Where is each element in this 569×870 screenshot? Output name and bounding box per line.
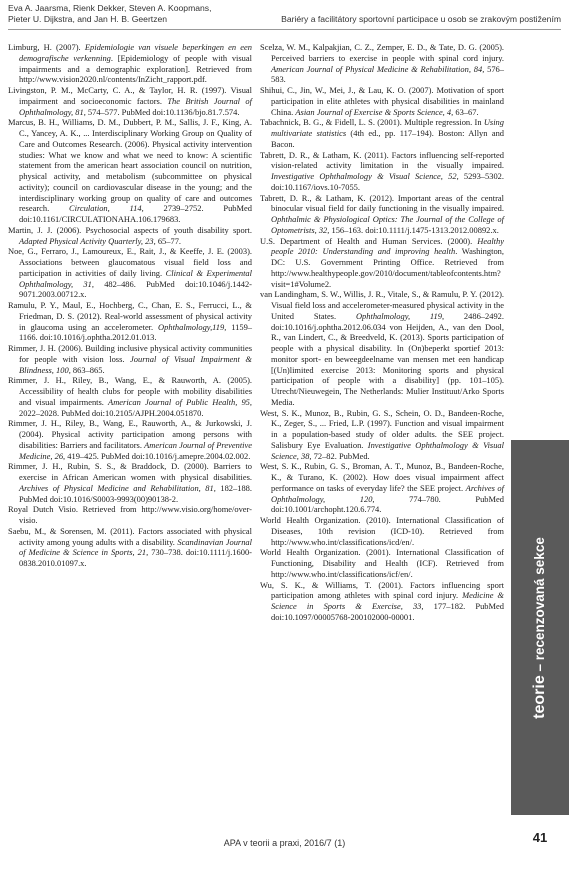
reference-entry: [260, 193, 504, 236]
reference-text: , 576–583.: [271, 63, 504, 85]
reference-source: Archives of Physical Medicine and Rehabilitation, 81: [19, 482, 214, 493]
reference-source: Investigative Ophthalmology & Visual Science, 52: [271, 171, 457, 181]
reference-source: American Journal of Physical Medicine & Rehabilitation, 84: [271, 63, 483, 74]
reference-text: van Landingham, S. W., Willis, J. R., Vitale, S., & Ramulu, P. Y. (2012). Visual field loss and accelerometer-measured physical activity in the United States.: [260, 289, 504, 321]
reference-entry: [260, 236, 504, 290]
footer-journal: APA v teorii a praxi, 2016/7 (1): [223, 838, 346, 848]
reference-source: Investigative Ophthalmology & Visual Science, 38: [271, 439, 504, 461]
reference-source: Ophthalmology, 119: [355, 310, 442, 321]
reference-text: Marcus, B. H., Williams, D. M., Dubbert, P. M., Sallis, J. F., King, A. C., Yancey, A. K., ... Interdisciplinary Working Group on Quality of Care and Outcomes Research. (2006). Physical activity intervention studies: What we know and what we need to know: A scientific statement from the american heart association council on nutrition, physical activity, and metabolism (subcommittee on physical activity); council on cardiovascular disease in the young; and the interdisciplinary working group on quality of care and outcomes research.: [8, 117, 252, 214]
sidebar-section-word: teorie: [531, 675, 548, 719]
reference-entry: [260, 461, 504, 515]
reference-entry: [260, 85, 504, 117]
reference-text: U.S. Department of Health and Human Services. (2000).: [260, 235, 478, 246]
reference-entry: [8, 375, 252, 418]
reference-text: , 177–182. PubMed doi:10.1097/00005768-200102000-00001.: [271, 601, 504, 622]
reference-source: Journal of Visual Impairment & Blindness, 100: [19, 353, 252, 375]
reference-entry: [8, 461, 252, 504]
reference-entry: [260, 289, 504, 407]
reference-entry: [8, 343, 252, 375]
reference-text: , 2022–2028. PubMed doi:10.2105/AJPH.2004.051870.: [19, 396, 252, 418]
reference-entry: [8, 504, 252, 526]
reference-source: Clinical & Experimental Ophthalmology, 31: [19, 267, 252, 289]
reference-text: Tabrett, D. R., & Latham, K. (2012). Important areas of the central binocular visual field for daily functioning in the visually impaired.: [260, 192, 504, 214]
reference-entry: [260, 42, 504, 85]
header-authors-line-1: Eva A. Jaarsma, Rienk Dekker, Steven A. Koopmans,: [8, 3, 212, 13]
reference-text: , 5293–5302. doi:10.1167/iovs.10-7055.: [271, 171, 504, 192]
reference-entry: [260, 117, 504, 149]
reference-text: , 156–163. doi:10.1111/j.1475-1313.2012.00892.x.: [327, 224, 499, 235]
reference-text: , 2486–2492. doi:10.1016/j.ophtha.2012.06.034 von Heijden, A., van den Dool, R., van Lindert, C., & Breedveld, K. (2013). Sports participation of people with a physical disability. In (On)beperkt sportief 2013: monitor sport- en beweegdeelname van mensen met een handicap [(Un)limited exercise 2013: Monitoring sports and physical participation of people with a disability] (pp. 101–105). Utrecht/Nieuwegein, The Netherlands: Mulier Instituut/Arko Sports Media.: [271, 310, 505, 407]
reference-entry: [8, 225, 252, 247]
reference-text: Wu, S. K., & Williams, T. (2001). Factors influencing sport participation among athletes with spinal cord injury.: [260, 579, 504, 601]
reference-source: Ophthalmology,119: [158, 321, 225, 332]
reference-text: , 774–780. PubMed doi:10.1001/archopht.120.6.774.: [271, 493, 504, 515]
section-sidebar-label: [531, 537, 549, 719]
reference-text: , 482–486. PubMed doi:10.1046/j.1442-9071.2003.00712.x.: [19, 278, 252, 300]
reference-entry: [8, 42, 252, 85]
reference-entry: [260, 547, 504, 579]
reference-text: Shihui, C., Jin, W., Mei, J., & Lau, K. O. (2007). Motivation of sport participation in elite athletes with physical disabilities in mainland China.: [260, 85, 504, 117]
reference-entry: [8, 246, 252, 300]
reference-text: Noe, G., Ferraro, J., Lamoureux, E., Rait, J., & Keeffe, J. E. (2003). Associations between glaucomatous visual field loss and participation in activities of daily living.: [8, 246, 252, 278]
header-running-title: Bariéry a facilitátory sportovní participace u osob se zrakovým postižením: [281, 14, 561, 24]
reference-text: Tabrett, D. R., & Latham, K. (2011). Factors influencing self-reported vision-related activity limitation in the visually impaired.: [260, 149, 504, 171]
reference-text: Rimmer, J. H., Rubin, S. S., & Braddock, D. (2000). Barriers to exercise in African American women with physical disabilities.: [8, 461, 252, 482]
reference-source: Using multivariate statistics: [271, 117, 504, 138]
reference-text: West, S. K., Munoz, B., Rubin, G. S., Schein, O. D., Bandeen-Roche, K., Zeger, S., ... Fried, L.P. (1997). Function and visual impairment in a population-based study of older adults. the SEE project. Salisbury Eye Evaluation.: [260, 407, 504, 450]
reference-source: Medicine & Science in Sports & Exercise, 33: [271, 590, 504, 611]
reference-text: , 65–77.: [153, 235, 182, 246]
reference-text: Ramulu, P. Y., Maul, E., Hochberg, C., Chan, E. S., Ferrucci, L., & Friedman, D. S. (2012). Real-world assessment of physical activity in glaucoma using an accelerometer.: [8, 300, 252, 332]
reference-entry: [260, 515, 504, 547]
reference-source: Circulation, 114: [69, 203, 142, 214]
reference-text: Rimmer, J. H. (2006). Building inclusive physical activity communities for people with vision loss.: [8, 343, 252, 364]
header-divider: [8, 29, 561, 30]
reference-text: Tabachnick, B. G., & Fidell, L. S. (2001). Multiple regression. In: [260, 117, 484, 128]
reference-text: , 863–865.: [68, 364, 105, 375]
page-number: 41: [532, 830, 548, 845]
reference-text: , 182–188. PubMed doi:10.1016/S0003-9993(00)90138-2.: [19, 482, 252, 504]
reference-source: Archives of Ophthalmology, 120: [271, 482, 504, 504]
reference-entry: [260, 150, 504, 193]
reference-text: World Health Organization. (2010). International Classification of Diseases, 10th revision (ICD-10). Retrieved from http://www.who.int/classifications/icd/en/.: [260, 515, 504, 547]
reference-text: West, S. K., Rubin, G. S., Broman, A. T., Munoz, B., Bandeen-Roche, K., & Turano, K. (2002). How does visual impairment affect performance on tasks of everyday life? the SEE project.: [260, 461, 504, 493]
reference-text: Rimmer, J. H., Riley, B., Wang, E., & Rauworth, A. (2005). Accessibility of health clubs for people with mobility disabilities and visual impairments.: [8, 375, 252, 407]
reference-entry: [8, 526, 252, 569]
reference-text: . Washington, DC: U.S. Government Printing Office. Retrieved from http://www.healthypeople.gov/2010/document/tableofcontents.htm?visit=1#Volume2.: [271, 246, 505, 289]
reference-text: Martin, J. J. (2006). Psychosocial aspects of youth disability sport.: [8, 224, 252, 235]
reference-source: American Journal of Preventive Medicine, 26: [19, 439, 252, 461]
sidebar-section-rest: – recenzovaná sekce: [532, 537, 547, 676]
reference-source: Epidemiologie van visuele beperkingen en een demografische verkenning: [19, 42, 252, 63]
reference-text: , 72–82. PubMed.: [309, 450, 370, 461]
references-column-left: [8, 42, 252, 569]
reference-source: Ophthalmic & Physiological Optics: The Journal of the College of Optometrists, 32: [271, 214, 504, 235]
header-authors: [8, 3, 258, 25]
reference-text: Scelza, W. M., Kalpakjian, C. Z., Zemper, E. D., & Tate, D. G. (2005). Perceived barriers to exercise in people with spinal cord injury.: [260, 42, 504, 63]
reference-source: The British Journal of Ophthalmology, 81: [19, 95, 252, 117]
reference-text: World Health Organization. (2001). International Classification of Functioning, Disability and Health (ICF). Retrieved from http://www.who.int/classifications/icf/en/.: [260, 547, 504, 579]
reference-entry: [8, 418, 252, 461]
header-authors-line-2: Pieter U. Dijkstra, and Jan H. B. Geertzen: [8, 14, 168, 24]
reference-text: Rimmer, J. H., Riley, B., Wang, E., Rauworth, A., & Jurkowski, J. (2004). Physical activity participation among persons with disabilities: Barriers and facilitators.: [8, 418, 252, 450]
references-column-right: [260, 42, 504, 623]
reference-source: Scandinavian Journal of Medicine & Science in Sports, 21: [19, 536, 252, 558]
reference-text: Livingston, P. M., McCarty, C. A., & Taylor, H. R. (1997). Visual impairment and socioeconomic factors.: [8, 85, 252, 106]
reference-text: , 1159–1166. doi:10.1016/j.ophtha.2012.01.013.: [19, 321, 253, 343]
reference-entry: [8, 85, 252, 117]
reference-text: , 419–425. PubMed doi:10.1016/j.amepre.2004.02.002.: [63, 450, 251, 461]
reference-text: Royal Dutch Visio. Retrieved from http://www.visio.org/home/over-visio.: [8, 504, 252, 525]
reference-entry: [260, 408, 504, 462]
reference-source: Healthy people 2010: Understanding and improving health: [271, 235, 504, 257]
reference-text: Saebu, M., & Sorensen, M. (2011). Factors associated with physical activity among young adults with a disability.: [8, 525, 252, 547]
reference-entry: [8, 117, 252, 225]
reference-text: , 574–577. PubMed doi:10.1136/bjo.81.7.574.: [83, 106, 240, 117]
reference-text: . [Epidemiology of people with visual impairments and a demographic exploration]. Retrieved from http://www.vision2020.nl/contents/InZicht_rapport.pdf.: [19, 52, 252, 85]
reference-text: Limburg, H. (2007).: [8, 42, 85, 52]
reference-source: American Journal of Public Health, 95: [108, 396, 250, 407]
reference-source: Adapted Physical Activity Quarterly, 23: [19, 235, 154, 246]
reference-text: , 730–738. doi:10.1111/j.1600-0838.2010.01097.x.: [19, 547, 252, 568]
reference-text: (4th ed., pp. 117–194). Boston: Allyn and Bacon.: [271, 128, 505, 149]
reference-text: , 2739–2752. PubMed doi:10.1161/CIRCULATIONAHA.106.179683.: [19, 203, 252, 224]
reference-entry: [8, 300, 252, 343]
reference-text: , 63–67.: [451, 106, 479, 117]
reference-entry: [260, 580, 504, 623]
reference-source: Asian Journal of Exercise & Sports Science, 4: [295, 106, 452, 117]
